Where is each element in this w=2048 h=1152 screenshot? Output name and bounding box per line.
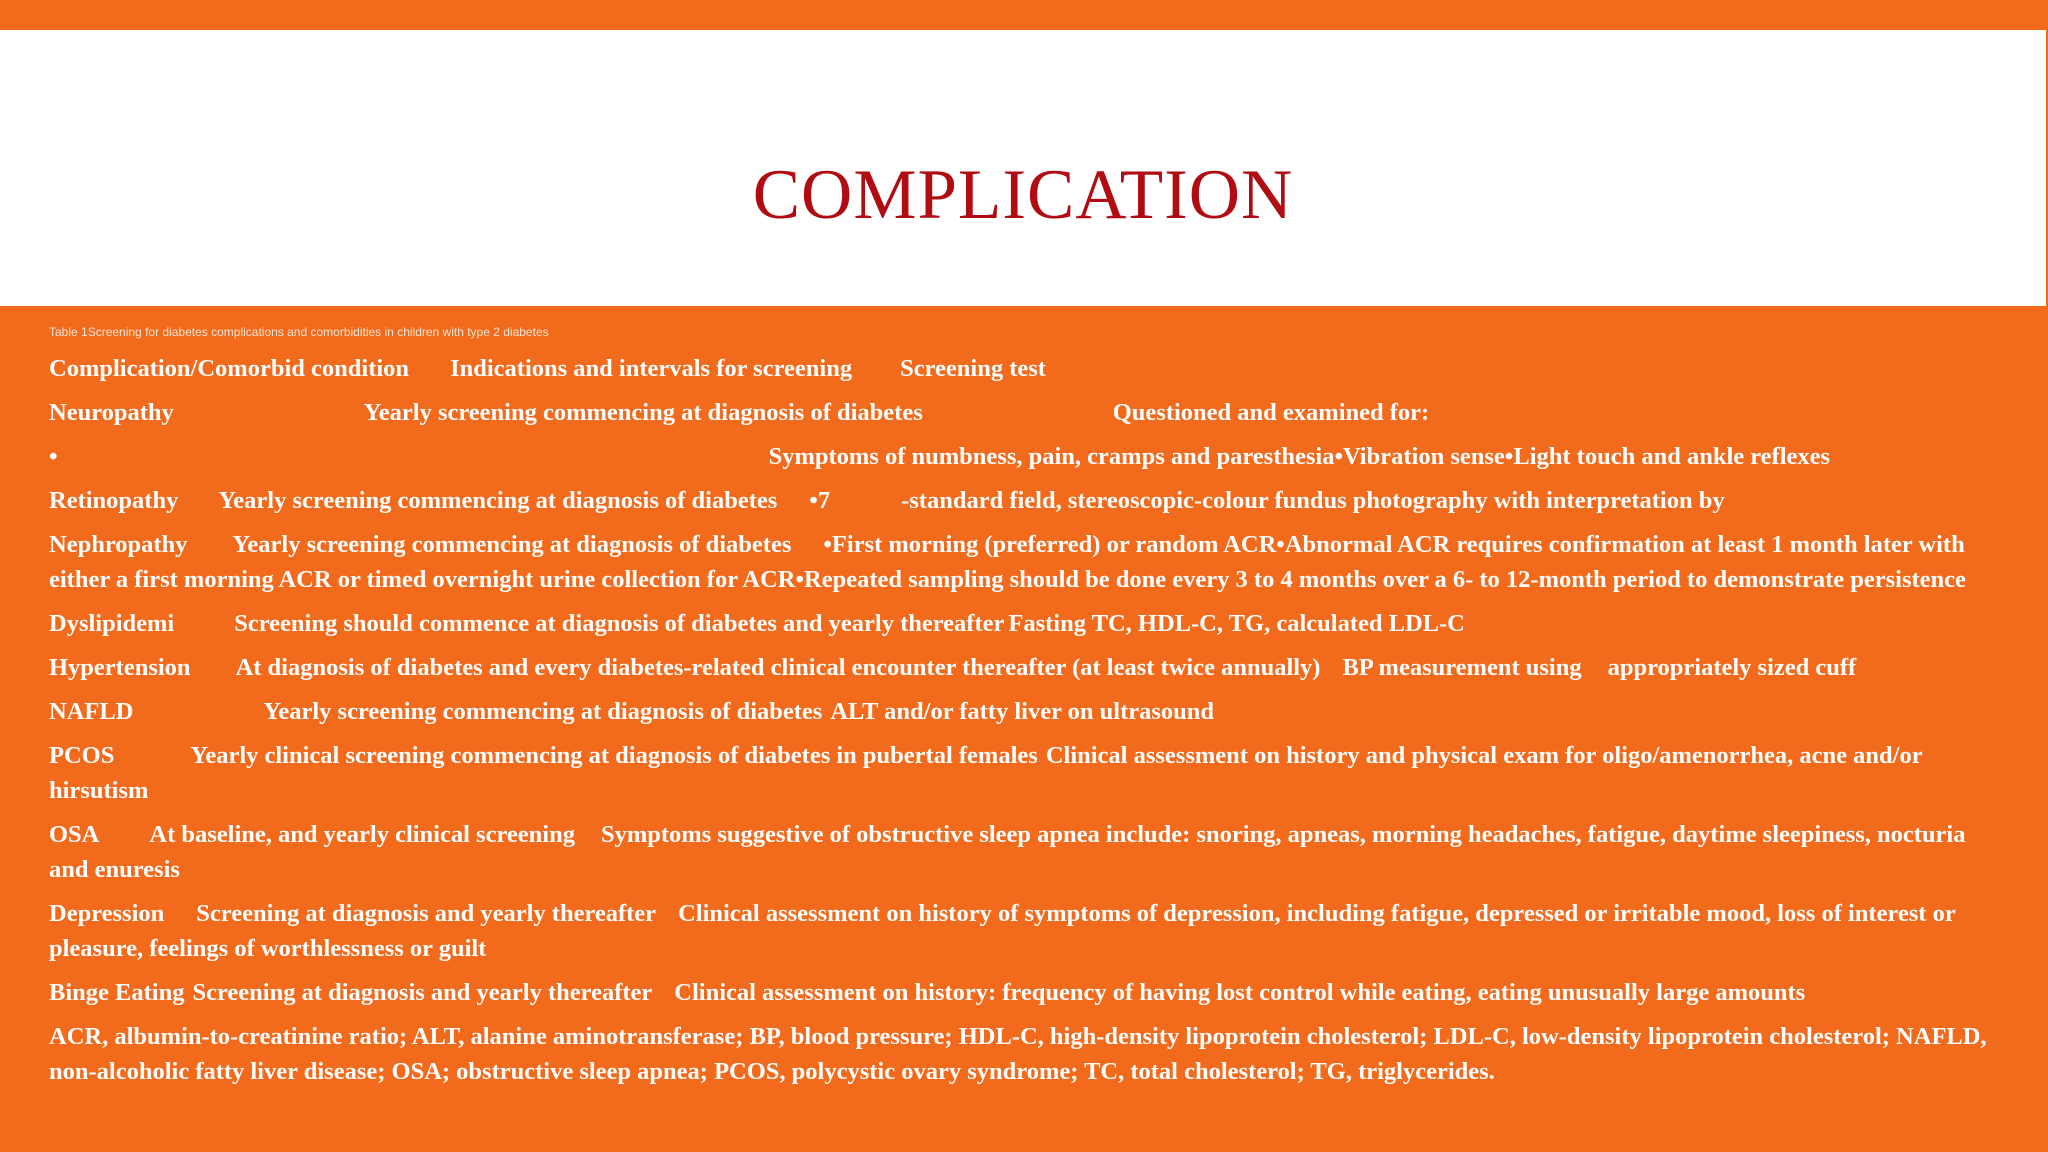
bullet-marker: • [49,443,58,470]
header-cell-condition: Complication/Comorbid condition [49,355,410,382]
row-test: Symptoms suggestive of obstructive sleep apnea include: snoring, apneas, morning headaches, fatigue, daytime sleepiness, nocturia and enuresis [49,821,1966,883]
row-test: Clinical assessment on history of symptoms of depression, including fatigue, depressed or irritable mood, loss of interest or pleasure, feelings of worthlessness or guilt [49,900,1956,962]
row-test: Clinical assessment on history: frequency of having lost control while eating, eating unusually large amounts [674,979,1806,1006]
row-test: Clinical assessment on history and physical exam for oligo/amenorrhea, acne and/or hirsutism [49,742,1923,804]
table-row [49,694,2004,729]
row-condition: Nephropathy [49,531,188,558]
table-row [49,527,2004,597]
row-test-continued: appropriately sized cuff [1607,654,1857,681]
table-content [49,324,2004,1089]
row-test: •7 [809,487,831,514]
top-accent-band [0,0,2048,30]
row-indication: At diagnosis of diabetes and every diabetes-related clinical encounter thereafter (at least twice annually) [235,654,1321,681]
slide-title: COMPLICATION [752,156,1294,234]
row-condition: NAFLD [49,698,134,725]
row-indication: Yearly clinical screening commencing at diagnosis of diabetes in pubertal females [190,742,1038,769]
table-header-row [49,351,2004,386]
table-row [49,606,2004,641]
table-row [49,817,2004,887]
table-row [49,896,2004,966]
row-condition: Hypertension [49,654,191,681]
row-indication: Yearly screening commencing at diagnosis of diabetes [263,698,823,725]
table-caption: Table 1Screening for diabetes complications and comorbidities in children with type 2 diabetes [49,325,549,339]
table-row [49,483,2004,518]
row-condition: PCOS [49,742,115,769]
row-indication: Screening should commence at diagnosis of diabetes and yearly thereafter [234,610,1005,637]
row-indication: Screening at diagnosis and yearly thereafter [196,900,657,927]
header-cell-test: Screening test [900,355,1046,382]
row-test: Questioned and examined for: [1112,399,1430,426]
row-indication: At baseline, and yearly clinical screening [149,821,575,848]
title-panel [0,30,2048,306]
row-test: •First morning (preferred) or random ACR•Abnormal ACR requires confirmation at least 1 month later with either a first morning ACR or timed overnight urine collection for ACR•Repeated sampling should be done every 3 to 4 months over a 6- to 12-month period to demonstrate persistence [49,531,1966,593]
table-row [49,395,2004,430]
table-row [49,738,2004,808]
row-indication: Yearly screening commencing at diagnosis of diabetes [363,399,923,426]
row-indication: Yearly screening commencing at diagnosis of diabetes [232,531,792,558]
row-test: ALT and/or fatty liver on ultrasound [830,698,1215,725]
row-condition: Retinopathy [49,487,179,514]
table-row [49,439,2004,474]
row-condition: Dyslipidemi [49,610,175,637]
row-test: Symptoms of numbness, pain, cramps and paresthesia•Vibration sense•Light touch and ankle reflexes [768,443,1831,470]
row-test-continued: -standard field, stereoscopic-colour fundus photography with interpretation by [901,487,1725,514]
table-row [49,975,2004,1010]
row-indication: Screening at diagnosis and yearly thereafter [192,979,653,1006]
row-condition: Depression [49,900,165,927]
table-row [49,650,2004,685]
row-indication: Yearly screening commencing at diagnosis of diabetes [218,487,778,514]
row-condition: OSA [49,821,100,848]
row-test: Fasting TC, HDL-C, TG, calculated LDL-C [1008,610,1465,637]
row-test: BP measurement using [1342,654,1582,681]
row-condition: Neuropathy [49,399,174,426]
table-footnote: ACR, albumin-to-creatinine ratio; ALT, alanine aminotransferase; BP, blood pressure; HDL-C, high-density lipoprotein cholesterol; LDL-C, low-density lipoprotein cholesterol; NAFLD, non-alcoholic fatty liver disease; OSA; obstructive sleep apnea; PCOS, polycystic ovary syndrome; TC, total cholesterol; TG, triglycerides. [49,1023,1987,1085]
row-condition: Binge Eating [49,979,185,1006]
header-cell-indications: Indications and intervals for screening [450,355,853,382]
